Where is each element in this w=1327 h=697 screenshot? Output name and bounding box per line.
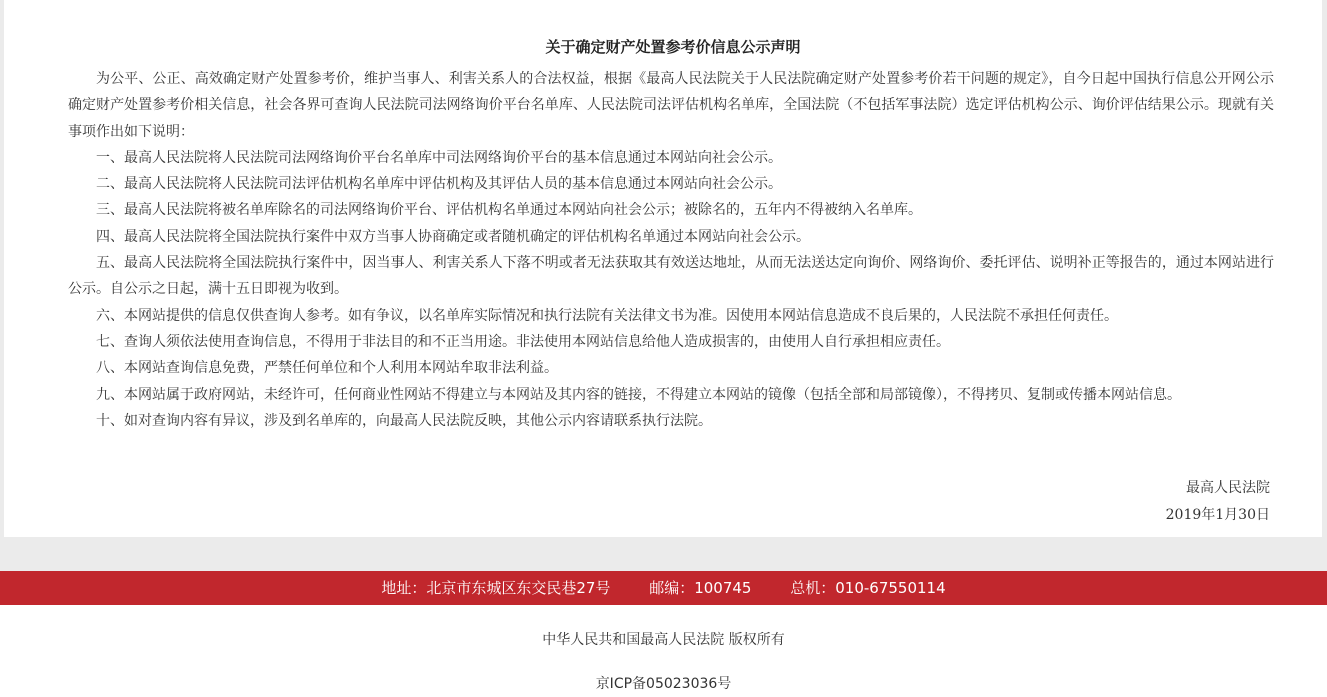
notice-item: 三、最高人民法院将被名单库除名的司法网络询价平台、评估机构名单通过本网站向社会公示；被除名的，五年内不得被纳入名单库。 [96, 202, 922, 219]
signature [1166, 475, 1270, 529]
notice-intro: 为公平、公正、高效确定财产处置参考价，维护当事人、利害关系人的合法权益，根据《最高人民法院关于人民法院确定财产处置参考价若干问题的规定》，自今日起中国执行信息公开网公示确定财产处置参考价相关信息，社会各界可查询人民法院司法网络询价平台名单库、人民法院司法评估机构名单库，全国法院（不包括军事法院）选定评估机构公示、询价评估结果公示。现就有关事项作出如下说明： [68, 71, 1274, 140]
signature-date: 2019年1月30日 [1165, 507, 1270, 523]
notice-item: 八、本网站查询信息免费，严禁任何单位和个人利用本网站牟取非法利益。 [96, 360, 558, 377]
footer-icp[interactable]: 京ICP备05023036号 [595, 676, 732, 692]
notice-title: 关于确定财产处置参考价信息公示声明 [545, 38, 801, 56]
footer-contact-bar [0, 571, 1327, 605]
notice-item: 十、如对查询内容有异议，涉及到名单库的，向最高人民法院反映，其他公示内容请联系执行法院。 [96, 412, 712, 429]
notice-item: 五、最高人民法院将全国法院执行案件中，因当事人、利害关系人下落不明或者无法获取其有效送达地址，从而无法送达定向询价、网络询价、委托评估、说明补正等报告的，通过本网站进行公示。自公示之日起，满十五日即视为收到。 [68, 255, 1274, 298]
footer-phone: 总机：010-67550114 [790, 579, 946, 597]
notice-body [68, 66, 1274, 434]
footer-postcode: 邮编：100745 [649, 579, 752, 597]
signature-org: 最高人民法院 [1186, 480, 1270, 496]
footer-bottom [0, 605, 1327, 697]
notice-item: 二、最高人民法院将人民法院司法评估机构名单库中评估机构及其评估人员的基本信息通过本网站向社会公示。 [96, 176, 782, 193]
notice-item: 七、查询人须依法使用查询信息，不得用于非法目的和不正当用途。非法使用本网站信息给他人造成损害的，由使用人自行承担相应责任。 [96, 333, 950, 350]
notice-item: 一、最高人民法院将人民法院司法网络询价平台名单库中司法网络询价平台的基本信息通过本网站向社会公示。 [96, 149, 782, 166]
notice-item: 九、本网站属于政府网站，未经许可，任何商业性网站不得建立与本网站及其内容的链接，不得建立本网站的镜像（包括全部和局部镜像），不得拷贝、复制或传播本网站信息。 [96, 386, 1181, 403]
notice-item: 六、本网站提供的信息仅供查询人参考。如有争议，以名单库实际情况和执行法院有关法律文书为准。因使用本网站信息造成不良后果的，人民法院不承担任何责任。 [96, 307, 1118, 324]
footer-address: 地址：北京市东城区东交民巷27号 [381, 579, 611, 597]
footer-copyright: 中华人民共和国最高人民法院 版权所有 [542, 632, 785, 648]
notice-card [4, 0, 1322, 537]
notice-item: 四、最高人民法院将全国法院执行案件中双方当事人协商确定或者随机确定的评估机构名单通过本网站向社会公示。 [96, 228, 810, 245]
